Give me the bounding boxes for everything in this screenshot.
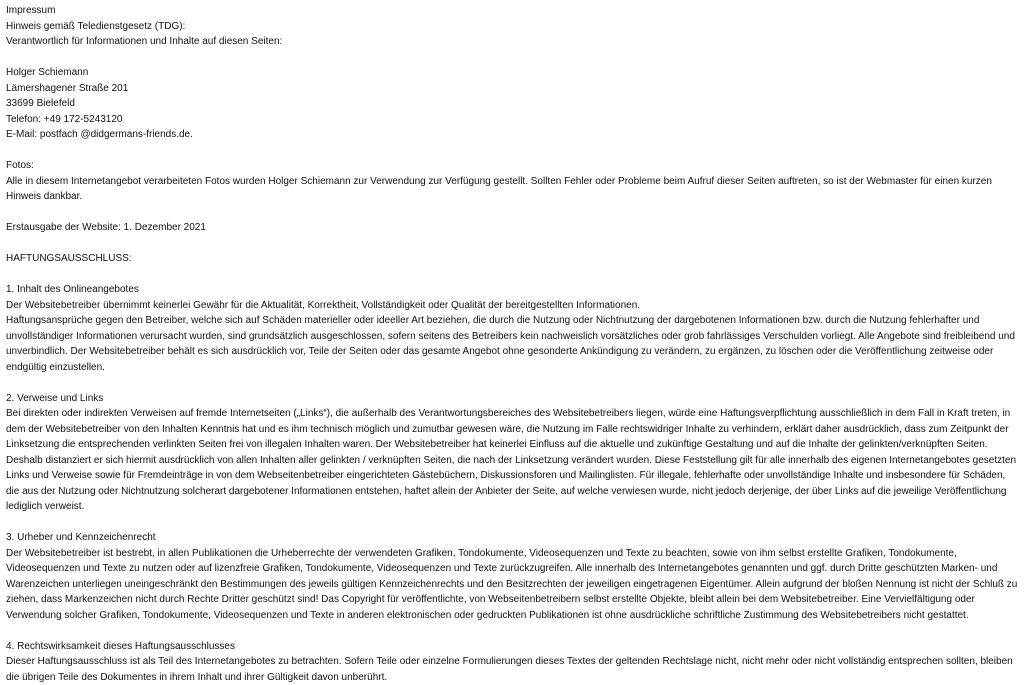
contact-name: Holger Schiemann [6,65,1018,81]
spacer [6,50,1018,66]
contact-phone: Telefon: +49 172-5243120 [6,112,1018,128]
spacer [6,267,1018,283]
section-links [6,391,1018,515]
section-content [6,282,1018,375]
section-heading: 4. Rechtswirksamkeit dieses Haftungsausschlusses [6,639,1018,655]
spacer [6,515,1018,531]
contact-city: 33699 Bielefeld [6,96,1018,112]
disclaimer-heading: HAFTUNGSAUSSCHLUSS: [6,251,1018,267]
photos-text: Alle in diesem Internetangebot verarbeiteten Fotos wurden Holger Schiemann zur Verwendung zur Verfügung gestellt. Sollten Fehler oder Probleme beim Aufruf dieser Seiten auftreten, so ist der Webmaster für einen kurzen Hinweis dankbar. [6,174,1018,205]
spacer [6,143,1018,159]
section-validity [6,639,1018,685]
first-edition: Erstausgabe der Website: 1. Dezember 2021 [6,220,1018,236]
photos-block [6,158,1018,205]
spacer [6,205,1018,221]
section-paragraph: Haftungsansprüche gegen den Betreiber, welche sich auf Schäden materieller oder ideeller Art beziehen, die durch die Nutzung oder Nichtnutzung der dargebotenen Informationen bzw. durch die Nutzung fehlerhafter und unvollständiger Informationen verursacht wurden, sind grundsätzlich ausgeschlossen, sofern seitens des Betreibers kein nachweislich vorsätzliches oder grob fahrlässiges Verschulden vorliegt. Alle Angebote sind freibleibend und unverbindlich. Der Websitebetreiber behält es sich ausdrücklich vor, Teile der Seiten oder das gesamte Angebot ohne gesonderte Ankündigung zu verändern, zu ergänzen, zu löschen oder die Veröffentlichung zeitweise oder endgültig einzustellen. [6,313,1018,375]
impressum-page [6,3,1018,685]
page-title: Impressum [6,3,1018,19]
section-copyright [6,530,1018,623]
section-paragraph: Der Websitebetreiber ist bestrebt, in allen Publikationen die Urheberrechte der verwendeten Grafiken, Tondokumente, Videosequenzen und Texte zu beachten, sowie von ihm selbst erstellte Grafiken, Tondokumente, Videosequenzen und Texte zu nutzen oder auf lizenzfreie Grafiken, Tondokumente, Videosequenzen und Texte zurückzugreifen. Alle innerhalb des Internetangebotes genannten und ggf. durch Dritte geschützten Marken- und Warenzeichen unterliegen uneingeschränkt den Bestimmungen des jeweils gültigen Kennzeichenrechts und den Besitzrechten der jeweiligen eingetragenen Eigentümer. Allein aufgrund der bloßen Nennung ist nicht der Schluß zu ziehen, dass Markenzeichen nicht durch Rechte Dritter geschützt sind! Das Copyright für veröffentlichte, von Webseitenbetreibern selbst erstellte Objekte, bleibt allein bei dem Websitebetreiber. Eine Vervielfältigung oder Verwendung solcher Grafiken, Tondokumente, Videosequenzen und Texte in anderen elektronischen oder gedruckten Publikationen ist ohne ausdrückliche schriftliche Zustimmung des Websitebetreibers nicht gestattet. [6,546,1018,624]
contact-street: Lämershagener Straße 201 [6,81,1018,97]
section-paragraph: Bei direkten oder indirekten Verweisen auf fremde Internetseiten („Links“), die außerhalb des Verantwortungsbereiches des Websitebetreibers liegen, würde eine Haftungsverpflichtung ausschließlich in dem Fall in Kraft treten, in dem der Websitebetreiber von den Inhalten Kenntnis hat und es ihm technisch möglich und zumutbar gewesen wäre, die Nutzung im Falle rechtswidriger Inhalte zu verhindern, erklärt daher ausdrücklich, dass zum Zeitpunkt der Linksetzung die entsprechenden verlinkten Seiten frei von illegalen Inhalten waren. Der Websitebetreiber hat keinerlei Einfluss auf die aktuelle und zukünftige Gestaltung und auf die Inhalte der gelinkten/verknüpften Seiten. Deshalb distanziert er sich hiermit ausdrücklich von allen Inhalten aller gelinkten / verknüpften Seiten, die nach der Linksetzung verändert wurden. Diese Feststellung gilt für alle innerhalb des eigenen Internetangebotes gesetzten Links und Verweise sowie für Fremdeinträge in von dem Webseitenbetreiber eingerichteten Gästebüchern, Diskussionsforen und Mailinglisten. Für illegale, fehlerhafte oder unvollständige Inhalte und insbesondere für Schäden, die aus der Nutzung oder Nichtnutzung solcherart dargebotener Informationen entstehen, haftet allein der Anbieter der Seite, auf welche verwiesen wurde, nicht jedoch derjenige, der über Links auf die jeweilige Veröffentlichung lediglich verweist. [6,406,1018,515]
photos-heading: Fotos: [6,158,1018,174]
contact-block [6,65,1018,143]
spacer [6,623,1018,639]
contact-email: E-Mail: postfach @didgermans-friends.de. [6,127,1018,143]
section-paragraph: Der Websitebetreiber übernimmt keinerlei Gewähr für die Aktualität, Korrektheit, Vollständigkeit oder Qualität der bereitgestellten Informationen. [6,298,1018,314]
section-heading: 3. Urheber und Kennzeichenrecht [6,530,1018,546]
section-heading: 2. Verweise und Links [6,391,1018,407]
spacer [6,236,1018,252]
responsible-label: Verantwortlich für Informationen und Inhalte auf diesen Seiten: [6,34,1018,50]
spacer [6,375,1018,391]
tdg-hint: Hinweis gemäß Teledienstgesetz (TDG): [6,19,1018,35]
section-paragraph: Dieser Haftungsausschluss ist als Teil des Internetangebotes zu betrachten. Sofern Teile oder einzelne Formulierungen dieses Textes der geltenden Rechtslage nicht, nicht mehr oder nicht vollständig entsprechen sollten, bleiben die übrigen Teile des Dokumentes in ihrem Inhalt und ihrer Gültigkeit davon unberührt. [6,654,1018,685]
section-heading: 1. Inhalt des Onlineangebotes [6,282,1018,298]
